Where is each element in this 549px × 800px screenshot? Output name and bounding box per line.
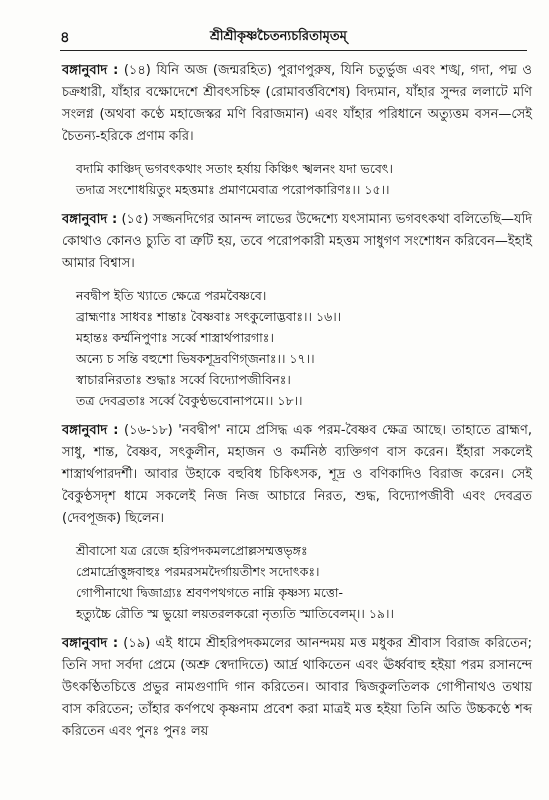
verse-line: তদাত্র সংশোধয়িতুং মহত্তমাঃ প্রমাণমেবাত্র পরোপকারিণঃ।। ১৫।।: [76, 182, 390, 197]
verse-line: ব্রাহ্মণাঃ সাধবঃ শান্তাঃ বৈষ্ণবাঃ সৎকুলোদ্ভবাঃ।। ১৬।।: [76, 309, 342, 324]
page-number: ৪: [60, 28, 70, 46]
translation-text: (১৬-১৮) 'নবদ্বীপ' নামে প্রসিদ্ধ এক পরম-বৈষ্ণব ক্ষেত্র আছে। তাহাতে ব্রাহ্মণ, সাধু, শান্ত, বৈষ্ণব, সৎকুলীন, মহাজন ও কর্মনিষ্ঠ ব্যক্তিগণ বাস করেন। ইঁহারা সকলেই শাস্ত্রার্থপারদর্শী। আবার উহাকে বহুবিধ চিকিৎসক, শূদ্র ও বণিকাদিও বিরাজ করেন। সেই বৈকুণ্ঠসদৃশ ধামে সকলেই নিজ নিজ আচারে নিরত, শুদ্ধ, বিদ্যোপজীবী এবং দেবব্রত (দেবপূজক) ছিলেন।: [62, 423, 532, 526]
translation-paragraph: [62, 420, 532, 530]
translation-label: বঙ্গানুবাদ :: [62, 423, 119, 438]
sanskrit-verse: [76, 158, 532, 200]
page-header: [60, 26, 529, 48]
verse-line: গোপীনাথো দ্বিজাগ্র্যঃ শ্রবণপথগতে নাম্নি কৃষ্ণস্য মত্তো-: [76, 585, 343, 600]
translation-text: (১৪) যিনি অজ (জন্মরহিত) পুরাণপুরুষ, যিনি চতুর্ভুজ এবং শঙ্খ, গদা, পদ্ম ও চক্রধারী, যাঁহার বক্ষোদেশে শ্রীবৎসচিহ্ন (রোমাবর্ত্তবিশেষ) বিদ্যমান, যাঁহার সুন্দর ললাটে মণি সংলগ্ন (অথবা কণ্ঠে মহাজেস্কর মণি বিরাজমান) এবং যাঁহার পরিধানে অত্যুত্তম বসন—সেই চৈতন্য-হরিকে প্রণাম করি।: [62, 63, 532, 144]
header-rule: [60, 50, 527, 51]
verse-line: নবদ্বীপ ইতি খ্যাতে ক্ষেত্রে পরমবৈষ্ণবে।: [76, 288, 267, 303]
verse-line: বদামি কাঞ্চিদ্ ভগবৎকথাং সতাং হর্ষায় কিঞ্চিৎ স্খলনং যদা ভবেৎ।: [76, 161, 393, 176]
sanskrit-verse: [76, 540, 532, 624]
verse-line: হত্যুচ্চৈ রৌতি স্ম ভুয়ো লয়তরলকরো নৃত্যতি স্মাতিবেলম্।। ১৯।।: [76, 606, 394, 621]
verse-line: স্বাচারনিরতাঃ শুদ্ধাঃ সর্ব্বে বিদ্যোপজীবিনঃ।: [76, 372, 291, 387]
translation-paragraph: [62, 633, 532, 743]
verse-line: তত্র দেবব্রতাঃ সর্ব্বে বৈকুণ্ঠভবোনাপমে।। ১৮।।: [76, 393, 303, 408]
verse-line: প্রেমার্দ্রোত্তুঙ্গবাহুঃ পরমরসমদৈর্গায়তীশং সদোৎকঃ।: [76, 564, 320, 579]
sanskrit-verse: [76, 285, 532, 411]
running-title: শ্রীশ্রীকৃষ্ণচৈতন্যচরিতামৃতম্: [210, 29, 347, 44]
translation-label: বঙ্গানুবাদ :: [62, 636, 119, 651]
verse-line: মহান্তঃ কর্ম্মনিপুণাঃ সর্ব্বে শাস্ত্রার্থপারগাঃ।: [76, 330, 274, 345]
translation-paragraph: [62, 209, 532, 275]
translation-label: বঙ্গানুবাদ :: [62, 212, 118, 227]
translation-text: (১৫) সজ্জনদিগের আনন্দ লাভের উদ্দেশ্যে যৎসামান্য ভগবৎকথা বলিতেছি—যদি কোথাও কোনও চ্যুতি বা ত্রুটি হয়, তবে পরোপকারী মহত্তম সাধুগণ সংশোধন করিবেন—ইহাই আমার বিশ্বাস।: [62, 212, 532, 271]
verse-line: অন্যে চ সন্তি বহুশো ভিষকশূদ্রবণিগ্জনাঃ।। ১৭।।: [76, 351, 315, 366]
page-body: [62, 60, 532, 753]
translation-label: বঙ্গানুবাদ :: [62, 63, 119, 78]
verse-line: শ্রীবাসো যত্র রেজে হরিপদকমলপ্রোল্লসম্মত্তভৃঙ্গঃ: [76, 543, 308, 558]
translation-text: (১৯) এই ধামে শ্রীহরিপদকমলের আনন্দময় মত্ত মধুকর শ্রীবাস বিরাজ করিতেন; তিনি সদা সর্বদা প্রেমে (অশ্রু স্বেদাদিতে) আর্দ্র থাকিতেন এবং ঊর্ধ্ববাহু হইয়া পরম রসানন্দে উৎকণ্ঠিতচিত্তে প্রভুর নামগুণাদি গান করিতেন। আবার দ্বিজকুলতিলক গোপীনাথও তথায় বাস করিতেন; তাঁহার কর্ণপথে কৃষ্ণনাম প্রবেশ করা মাত্রই মত্ত হইয়া তিনি অতি উচ্চকণ্ঠে শব্দ করিতেন এবং পুনঃ পুনঃ লয়: [62, 636, 532, 739]
translation-paragraph: [62, 60, 532, 148]
